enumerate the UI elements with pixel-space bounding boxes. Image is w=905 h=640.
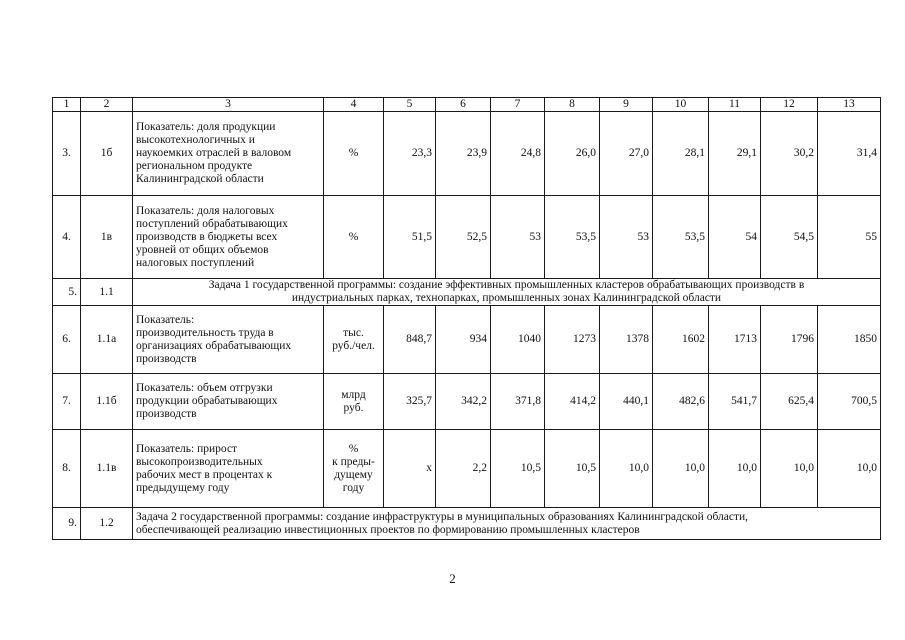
value-cell: 342,2 (436, 374, 491, 430)
text-line: региональном продукте (136, 160, 253, 172)
value-cell: 10,0 (653, 430, 709, 508)
header-cell: 4 (324, 98, 384, 112)
header-cell: 12 (761, 98, 818, 112)
text-line: индустриальных парках, технопарках, промышленных зонах Калининградской области (291, 292, 722, 304)
value-cell: 54,5 (761, 196, 818, 279)
value-cell: 10,5 (545, 430, 600, 508)
value-cell: 10,5 (491, 430, 545, 508)
value-cell: 23,9 (436, 112, 491, 196)
value-cell: 934 (436, 306, 491, 374)
indicator-description (133, 374, 324, 430)
value-cell: 51,5 (384, 196, 436, 279)
header-row (53, 98, 881, 112)
header-cell: 7 (491, 98, 545, 112)
row-code: 1б (81, 112, 133, 196)
value-cell: 24,8 (491, 112, 545, 196)
header-cell: 8 (545, 98, 600, 112)
indicator-table (52, 97, 881, 540)
row-code: 1в (81, 196, 133, 279)
text-line: уровней от общих объемов (136, 243, 269, 256)
value-cell: 371,8 (491, 374, 545, 430)
value-cell: 10,0 (600, 430, 653, 508)
row-number: 3. (53, 112, 81, 196)
row-code: 1.1а (81, 306, 133, 374)
text-line: наукоемких отраслей в валовом (136, 147, 292, 159)
row-code: 1.2 (81, 508, 133, 540)
task-row (53, 508, 881, 540)
unit-cell (324, 306, 384, 374)
indicator-description (133, 306, 324, 374)
text-line: налоговых поступлений (136, 256, 255, 269)
header-cell: 1 (53, 98, 81, 112)
table-row (53, 430, 881, 508)
value-cell: 54 (709, 196, 761, 279)
value-cell: 625,4 (761, 374, 818, 430)
value-cell: 30,2 (761, 112, 818, 196)
value-cell: 848,7 (384, 306, 436, 374)
text-line: руб. (343, 401, 364, 414)
value-cell: 1273 (545, 306, 600, 374)
value-cell: 541,7 (709, 374, 761, 430)
unit-cell (324, 196, 384, 279)
row-number: 4. (53, 196, 81, 279)
text-line: Показатель: доля налоговых (136, 204, 275, 217)
header-cell: 11 (709, 98, 761, 112)
text-line: производств в бюджеты всех (136, 230, 278, 243)
row-number: 8. (53, 430, 81, 508)
text-line: рабочих мест в процентах к (136, 468, 273, 481)
value-cell: 1602 (653, 306, 709, 374)
table-row (53, 112, 881, 196)
text-line: предыдущему году (136, 481, 230, 494)
row-code: 1.1б (81, 374, 133, 430)
value-cell: 27,0 (600, 112, 653, 196)
header-cell: 3 (133, 98, 324, 112)
task-description (133, 279, 881, 306)
value-cell: 1796 (761, 306, 818, 374)
value-cell: 53 (491, 196, 545, 279)
text-line: млрд (341, 388, 366, 401)
value-cell: 10,0 (818, 430, 881, 508)
text-line: Показатель: объем отгрузки (136, 382, 273, 394)
text-line: дущему (334, 468, 373, 481)
row-number: 9. (53, 508, 81, 540)
header-cell: 6 (436, 98, 491, 112)
text-line: Калининградской области (136, 173, 264, 185)
task-row (53, 279, 881, 306)
text-line: % (348, 230, 359, 243)
value-cell: 26,0 (545, 112, 600, 196)
unit-cell (324, 430, 384, 508)
value-cell: 53,5 (653, 196, 709, 279)
value-cell: 53 (600, 196, 653, 279)
table-row (53, 196, 881, 279)
value-cell: 52,5 (436, 196, 491, 279)
text-line: Показатель: (136, 313, 195, 326)
text-line: высокотехнологичных и (136, 134, 255, 146)
value-cell: 29,1 (709, 112, 761, 196)
indicator-description (133, 196, 324, 279)
value-cell: 31,4 (818, 112, 881, 196)
unit-cell (324, 112, 384, 196)
row-number: 6. (53, 306, 81, 374)
value-cell: 325,7 (384, 374, 436, 430)
text-line: поступлений обрабатывающих (136, 217, 288, 230)
table-body (53, 98, 881, 540)
value-cell: 2,2 (436, 430, 491, 508)
value-cell: 10,0 (761, 430, 818, 508)
value-cell: 10,0 (709, 430, 761, 508)
value-cell: 1040 (491, 306, 545, 374)
row-code: 1.1 (81, 279, 133, 306)
value-cell: 55 (818, 196, 881, 279)
text-line: Показатель: доля продукции (136, 121, 276, 133)
value-cell: 1713 (709, 306, 761, 374)
row-number: 5. (53, 279, 81, 306)
value-cell: 23,3 (384, 112, 436, 196)
text-line: % (348, 147, 359, 159)
value-cell: 414,2 (545, 374, 600, 430)
text-line: % (348, 442, 359, 455)
value-cell: x (384, 430, 436, 508)
text-line: обеспечивающей реализацию инвестиционных проектов по формированию промышленных кластеров (136, 523, 640, 536)
text-line: Задача 1 государственной программы: создание эффективных промышленных кластеров обрабатывающих производств в (208, 279, 805, 291)
header-cell: 5 (384, 98, 436, 112)
header-cell: 10 (653, 98, 709, 112)
row-code: 1.1в (81, 430, 133, 508)
text-line: руб./чел. (332, 339, 375, 352)
value-cell: 53,5 (545, 196, 600, 279)
task-description (133, 508, 881, 540)
text-line: к преды- (332, 455, 375, 468)
text-line: Показатель: прирост (136, 442, 238, 455)
header-cell: 9 (600, 98, 653, 112)
text-line: продукции обрабатывающих (136, 395, 278, 407)
text-line: тыс. (343, 326, 364, 339)
value-cell: 1378 (600, 306, 653, 374)
value-cell: 28,1 (653, 112, 709, 196)
row-number: 7. (53, 374, 81, 430)
text-line: высокопроизводительных (136, 455, 263, 468)
text-line: производств (136, 352, 197, 365)
table-row (53, 374, 881, 430)
text-line: производительность труда в (136, 326, 274, 339)
header-cell: 2 (81, 98, 133, 112)
text-line: Задача 2 государственной программы: создание инфраструктуры в муниципальных образованиях Калининградской области, (136, 510, 749, 523)
unit-cell (324, 374, 384, 430)
value-cell: 700,5 (818, 374, 881, 430)
page-number: 2 (449, 571, 456, 586)
header-cell: 13 (818, 98, 881, 112)
value-cell: 440,1 (600, 374, 653, 430)
table-row (53, 306, 881, 374)
value-cell: 482,6 (653, 374, 709, 430)
value-cell: 1850 (818, 306, 881, 374)
text-line: производств (136, 408, 197, 420)
indicator-description (133, 430, 324, 508)
text-line: организациях обрабатывающих (136, 339, 292, 352)
indicator-description (133, 112, 324, 196)
text-line: году (342, 481, 365, 494)
